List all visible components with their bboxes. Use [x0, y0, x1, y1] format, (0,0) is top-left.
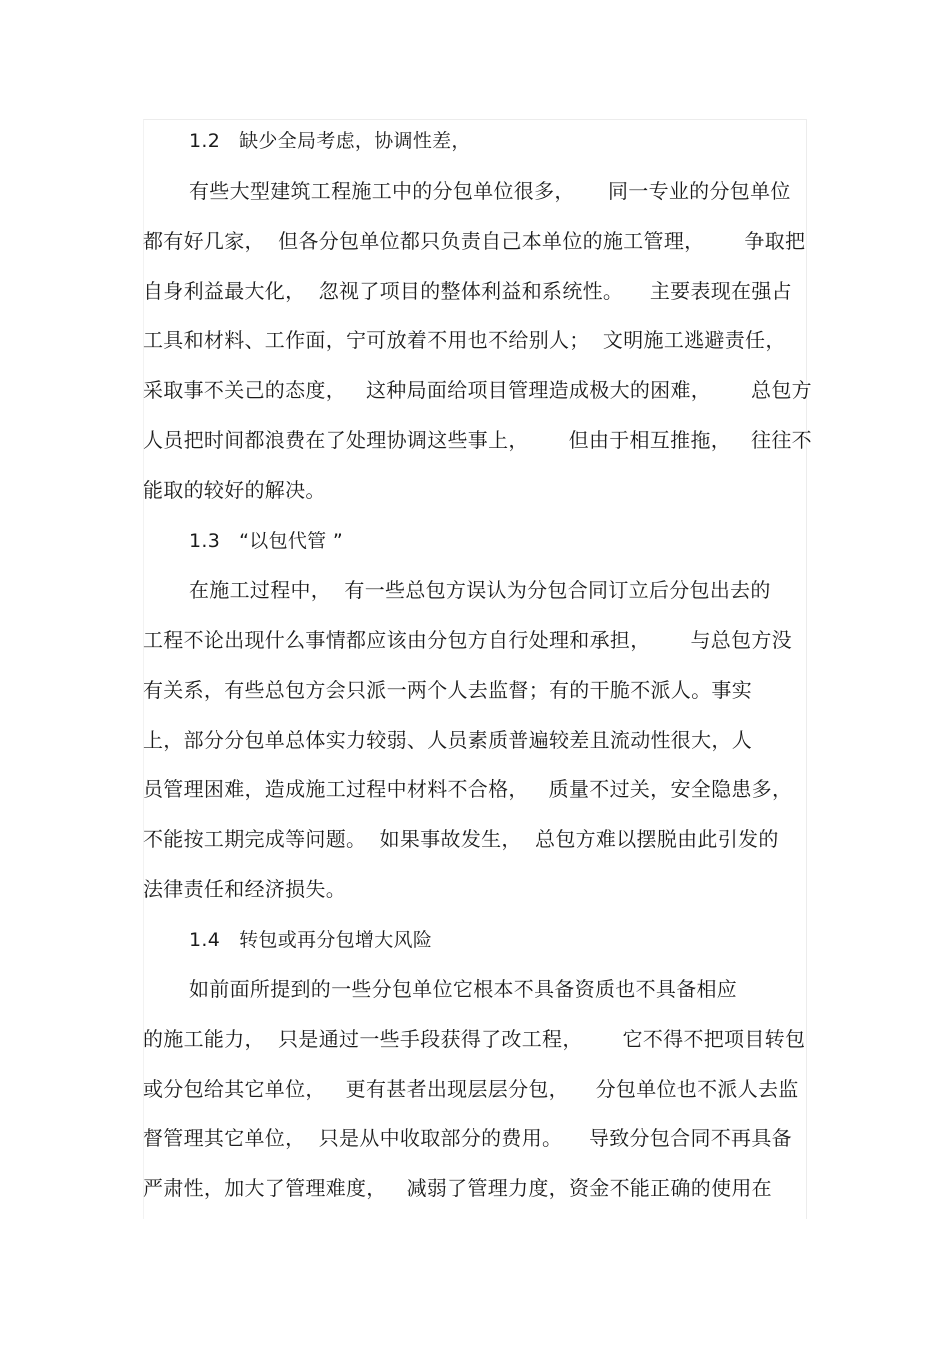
- paragraph-line: 如前面所提到的一些分包单位它根本不具备资质也不具备相应: [189, 977, 738, 1001]
- paragraph-line: 工具和材料、工作面，宁可放着不用也不给别人； 文明施工逃避责任，: [143, 328, 786, 352]
- paragraph-line: 的施工能力， 只是通过一些手段获得了改工程， 它不得不把项目转包: [143, 1027, 806, 1051]
- paragraph-line: 都有好几家， 但各分包单位都只负责自己本单位的施工管理， 争取把: [143, 229, 806, 253]
- paragraph-line: 上，部分分包单总体实力较弱、人员素质普遍较差且流动性很大，人: [143, 728, 752, 752]
- paragraph-line: 严肃性，加大了管理难度， 减弱了管理力度，资金不能正确的使用在: [143, 1176, 772, 1200]
- paragraph-line: 督管理其它单位， 只是从中收取部分的费用。 导致分包合同不再具备: [143, 1126, 792, 1150]
- paragraph-line: 在施工过程中， 有一些总包方误认为分包合同订立后分包出去的: [189, 578, 771, 602]
- paragraph-line: 人员把时间都浪费在了处理协调这些事上， 但由于相互推拖， 往往不: [143, 428, 812, 452]
- paragraph-line: 有些大型建筑工程施工中的分包单位很多， 同一专业的分包单位: [189, 179, 791, 203]
- section-heading-1-4: 1.4 转包或再分包增大风险: [189, 929, 433, 951]
- paragraph-line: 法律责任和经济损失。: [143, 877, 346, 901]
- paragraph-line: 有关系，有些总包方会只派一两个人去监督；有的干脆不派人。事实: [143, 678, 752, 702]
- paragraph-line: 能取的较好的解决。: [143, 478, 326, 502]
- section-heading-1-3: 1.3 “以包代管 ”: [189, 530, 343, 552]
- paragraph-line: 或分包给其它单位， 更有甚者出现层层分包， 分包单位也不派人去监: [143, 1077, 799, 1101]
- paragraph-line: 自身利益最大化， 忽视了项目的整体利益和系统性。 主要表现在强占: [143, 279, 792, 303]
- paragraph-line: 员管理困难，造成施工过程中材料不合格， 质量不过关，安全隐患多，: [143, 777, 793, 801]
- paragraph-line: 工程不论出现什么事情都应该由分包方自行处理和承担， 与总包方没: [143, 628, 792, 652]
- paragraph-line: 采取事不关己的态度， 这种局面给项目管理造成极大的困难， 总包方: [143, 378, 812, 402]
- paragraph-line: 不能按工期完成等问题。 如果事故发生， 总包方难以摆脱由此引发的: [143, 827, 779, 851]
- section-heading-1-2: 1.2 缺少全局考虑，协调性差，: [189, 130, 471, 152]
